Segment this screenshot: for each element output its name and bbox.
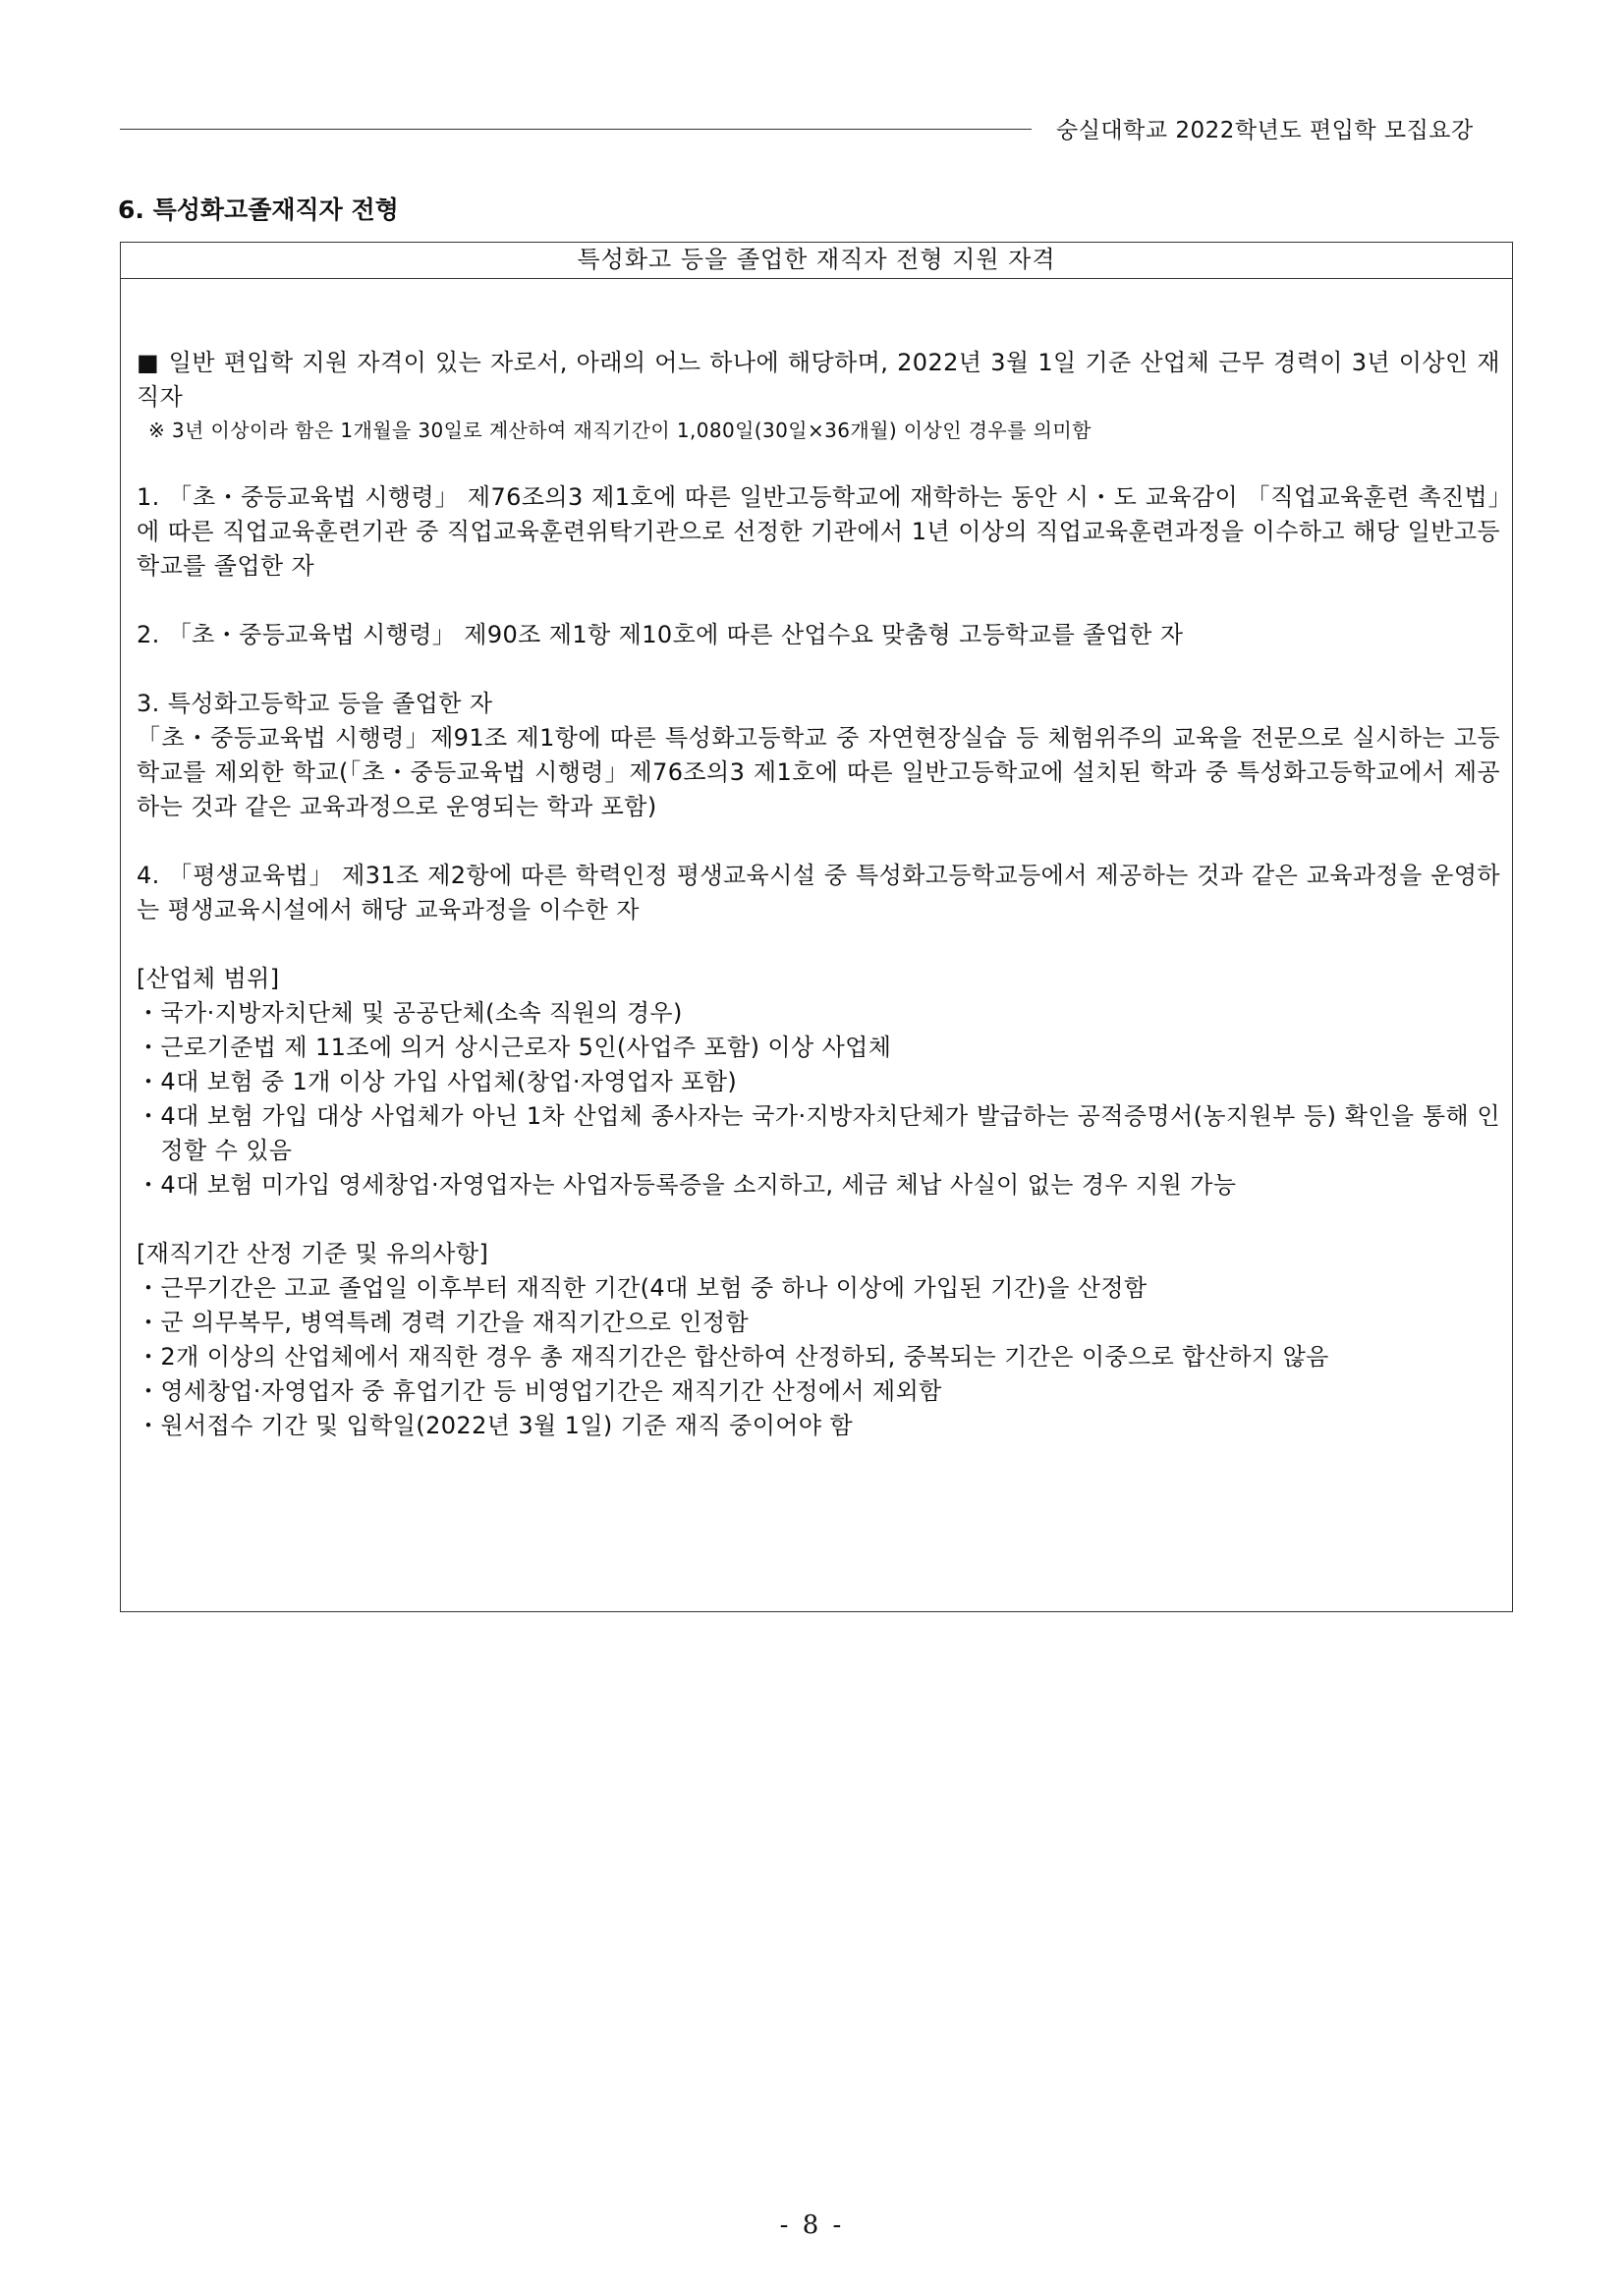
document-header: 숭실대학교 2022학년도 편입학 모집요강 [1056, 118, 1474, 143]
criterion-3-detail: 「초・중등교육법 시행령」제91조 제1항에 따른 특성화고등학교 중 자연현장실습 등 체험위주의 교육을 전문으로 실시하는 고등학교를 제외한 학교(「초・중등교육법 시행령」제76조의3 제1호에 따른 일반고등학교에 설치된 학과 중 특성화고등학교에서 제공하는 것과 같은 교육과정으로 운영되는 학과 포함) [137, 724, 1500, 820]
header-rule [120, 129, 1032, 130]
employment-period-item: ・ 원서접수 기간 및 입학일(2022년 3월 1일) 기준 재직 중이어야 함 [137, 1412, 854, 1439]
criterion-2: 2. 「초・중등교육법 시행령」 제90조 제1항 제10호에 따른 산업수요 맞춤형 고등학교를 졸업한 자 [137, 621, 1184, 648]
industry-scope [137, 962, 1500, 1203]
industry-scope-item: ・ 4대 보험 미가입 영세창업·자영업자는 사업자등록증을 소지하고, 세금 체납 사실이 없는 경우 지원 가능 [137, 1171, 1237, 1199]
industry-scope-item: ・ 4대 보험 중 1개 이상 가입 사업체(창업·자영업자 포함) [137, 1068, 738, 1095]
criterion-1: 1. 「초・중등교육법 시행령」 제76조의3 제1호에 따른 일반고등학교에 재학하는 동안 시・도 교육감이 「직업교육훈련 촉진법」에 따른 직업교육훈련기관 중 직업교육훈련위탁기관으로 선정한 기관에서 1년 이상의 직업교육훈련과정을 이수하고 해당 일반고등학교를 졸업한 자 [137, 483, 1500, 580]
employment-period-item: ・ 근무기간은 고교 졸업일 이후부터 재직한 기간(4대 보험 중 하나 이상에 가입된 기간)을 산정함 [137, 1274, 1148, 1302]
eligibility-box [120, 242, 1513, 1612]
eligibility-intro: ■ 일반 편입학 지원 자격이 있는 자로서, 아래의 어느 하나에 해당하며, 2022년 3월 1일 기준 산업체 근무 경력이 3년 이상인 재직자 [137, 349, 1500, 411]
criterion-4: 4. 「평생교육법」 제31조 제2항에 따른 학력인정 평생교육시설 중 특성화고등학교등에서 제공하는 것과 같은 교육과정을 운영하는 평생교육시설에서 해당 교육과정을 이수한 자 [137, 862, 1500, 924]
page-number: - 8 - [779, 2211, 845, 2240]
industry-scope-item: ・ 근로기준법 제 11조에 의거 상시근로자 5인(사업주 포함) 이상 사업체 [137, 1034, 892, 1061]
section-title: 6. 특성화고졸재직자 전형 [118, 196, 399, 224]
employment-period-item: ・ 2개 이상의 산업체에서 재직한 경우 총 재직기간은 합산하여 산정하되, 중복되는 기간은 이중으로 합산하지 않음 [137, 1343, 1329, 1371]
eligibility-body [121, 346, 1512, 1443]
employment-period-title: [재직기간 산정 기준 및 유의사항] [137, 1240, 489, 1267]
employment-period-item: ・ 영세창업·자영업자 중 휴업기간 등 비영업기간은 재직기간 산정에서 제외함 [137, 1377, 942, 1405]
criterion-3-title: 3. 특성화고등학교 등을 졸업한 자 [137, 690, 493, 717]
employment-period-item: ・ 군 의무복무, 병역특례 경력 기간을 재직기간으로 인정함 [137, 1309, 750, 1336]
employment-period-rules [137, 1237, 1500, 1443]
eligibility-heading: 특성화고 등을 졸업한 재직자 전형 지원 자격 [121, 243, 1512, 279]
industry-scope-title: [산업체 범위] [137, 965, 280, 992]
eligibility-note: ※ 3년 이상이라 함은 1개월을 30일로 계산하여 재직기간이 1,080일(30일×36개월) 이상인 경우를 의미함 [148, 419, 1092, 442]
industry-scope-item: ・ 4대 보험 가입 대상 사업체가 아닌 1차 산업체 종사자는 국가·지방자치단체가 발급하는 공적증명서(농지원부 등) 확인을 통해 인정할 수 있음 [137, 1102, 1500, 1164]
industry-scope-item: ・ 국가·지방자치단체 및 공공단체(소속 직원의 경우) [137, 999, 683, 1027]
